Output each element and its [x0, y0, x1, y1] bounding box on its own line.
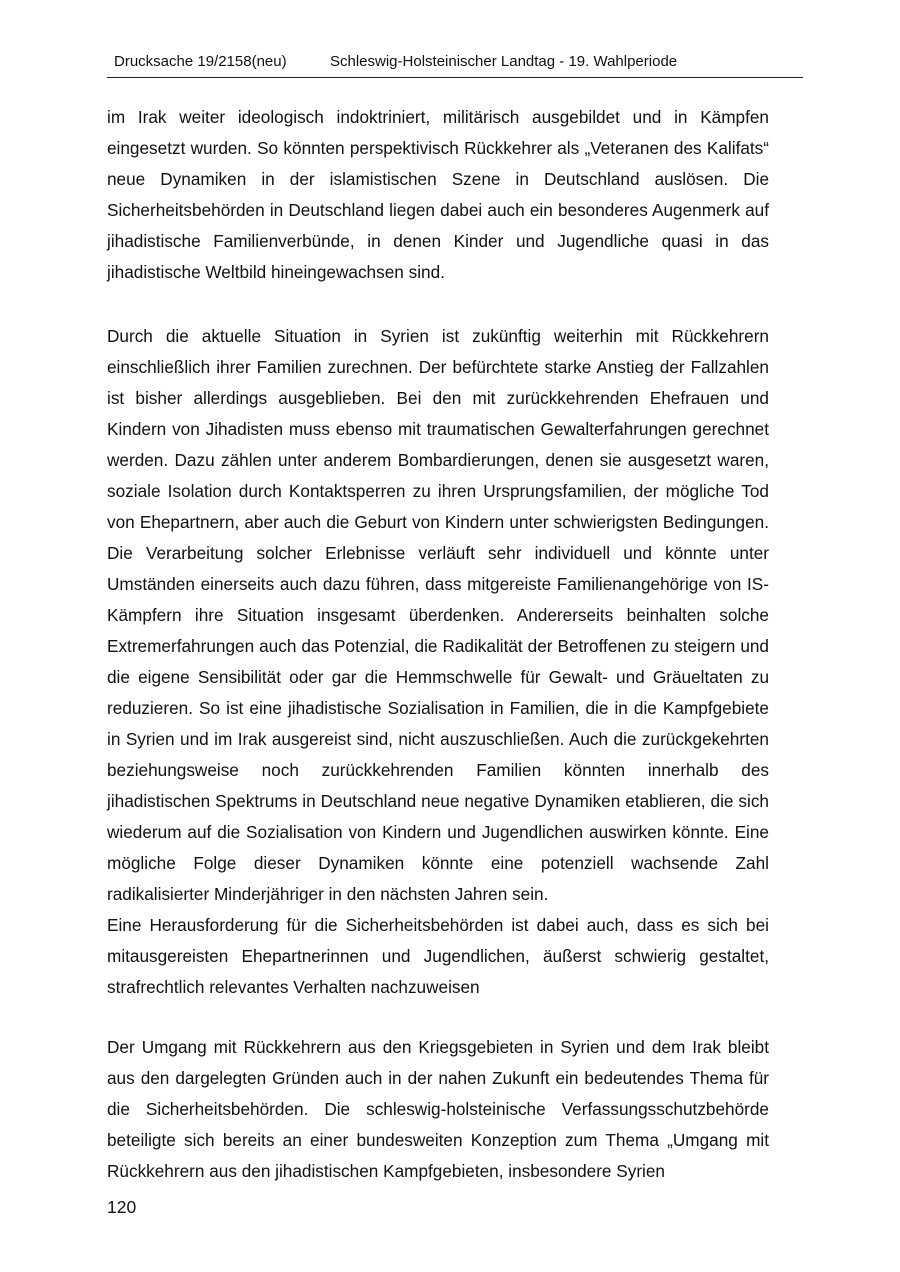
paragraph-text: Der Umgang mit Rückkehrern aus den Kriegsgebieten in Syrien und dem Irak bleibt aus den dargelegten Gründen auch in der nahen Zukunft ein bedeutendes Thema für die Sicherheitsbehörden. Die schleswig-holsteinische Verfassungsschutzbehörde beteiligte sich bereits an einer bundesweiten Konzeption zum Thema „Umgang mit Rückkehrern aus den jihadistischen Kampfgebieten, insbesondere Syrien — [107, 1037, 769, 1181]
paragraph-text: im Irak weiter ideologisch indoktriniert, militärisch ausgebildet und in Kämpfen eingesetzt wurden. So könnten perspektivisch Rückkehrer als „Veteranen des Kalifats“ neue Dynamiken in der islamistischen Szene in Deutschland auslösen. Die Sicherheitsbehörden in Deutschland liegen dabei auch ein besonderes Augenmerk auf jihadistische Familienverbünde, in denen Kinder und Jugendliche quasi in das jihadistische Weltbild hineingewachsen sind. — [107, 107, 769, 282]
paragraph-3 — [107, 1032, 769, 1187]
parliament-title: Schleswig-Holsteinischer Landtag - 19. Wahlperiode — [330, 53, 678, 70]
paragraph-text: Durch die aktuelle Situation in Syrien ist zukünftig weiterhin mit Rückkehrern einschließlich ihrer Familien zurechnen. Der befürchtete starke Anstieg der Fallzahlen ist bisher allerdings ausgeblieben. Bei den mit zurückkehrenden Ehefrauen und Kindern von Jihadisten muss ebenso mit traumatischen Gewalterfahrungen gerechnet werden. Dazu zählen unter anderem Bombardierungen, denen sie ausgesetzt waren, soziale Isolation durch Kontaktsperren zu ihren Ursprungsfamilien, der mögliche Tod von Ehepartnern, aber auch die Geburt von Kindern unter schwierigsten Bedingungen. Die Verarbeitung solcher Erlebnisse verläuft sehr individuell und könnte unter Umständen einerseits auch dazu führen, dass mitgereiste Familienangehörige von IS-Kämpfern ihre Situation insgesamt überdenken. Andererseits beinhalten solche Extremerfahrungen auch das Potenzial, die Radikalität der Betroffenen zu steigern und die eigene Sensibilität oder gar die Hemmschwelle für Gewalt- und Gräueltaten zu reduzieren. So ist eine jihadistische Sozialisation in Familien, die in die Kampfgebiete in Syrien und im Irak ausgereist sind, nicht auszuschließen. Auch die zurückgekehrten beziehungsweise noch zurückkehrenden Familien könnten innerhalb des jihadistischen Spektrums in Deutschland neue negative Dynamiken etablieren, die sich wiederum auf die Sozialisation von Kindern und Jugendlichen auswirken könnte. Eine mögliche Folge dieser Dynamiken könnte eine potenziell wachsende Zahl radikalisierter Minderjähriger in den nächsten Jahren sein. — [107, 326, 769, 904]
page-header — [107, 52, 803, 78]
paragraph-1 — [107, 102, 769, 288]
paragraph-2 — [107, 321, 769, 1003]
document-number: Drucksache 19/2158(neu) — [114, 53, 287, 70]
page-number: 120 — [107, 1197, 137, 1217]
paragraph-text: Eine Herausforderung für die Sicherheitsbehörden ist dabei auch, dass es sich bei mitausgereisten Ehepartnerinnen und Jugendlichen, äußerst schwierig gestaltet, strafrechtlich relevantes Verhalten nachzuweisen — [107, 915, 769, 997]
